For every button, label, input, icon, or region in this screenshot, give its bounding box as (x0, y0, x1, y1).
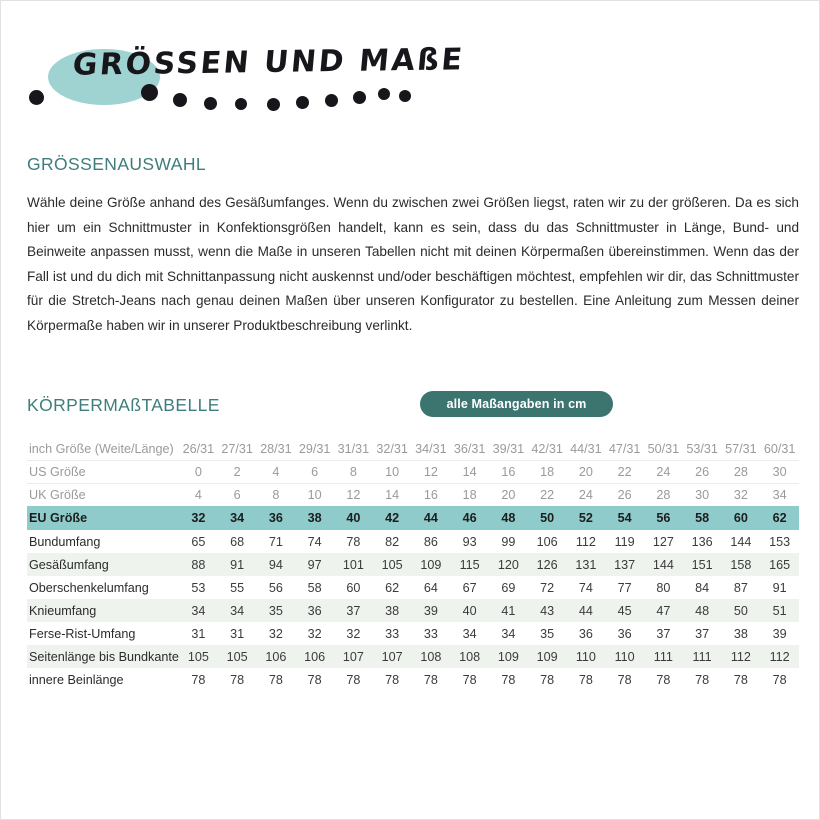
table-cell: 12 (346, 488, 361, 502)
table-row (27, 461, 799, 484)
table-cell: 78 (346, 534, 361, 549)
table-cell: 65 (191, 534, 206, 549)
table-cell: 18 (462, 488, 477, 502)
table-cell: 8 (272, 488, 280, 502)
table-cell: 107 (334, 645, 373, 668)
table-cell: 38 (373, 599, 412, 622)
table-cell: 60/31 (760, 438, 799, 461)
table-cell: 106 (295, 645, 334, 668)
table-cell: 29/31 (295, 438, 334, 461)
decorative-dot (325, 94, 338, 107)
table-cell: 26 (617, 488, 632, 502)
table-cell: 16 (423, 488, 438, 502)
table-cell: 78 (462, 672, 477, 687)
table-row (27, 576, 799, 599)
table-cell: 31/31 (334, 438, 373, 461)
row-label: UK Größe (29, 488, 86, 502)
table-cell: 58 (683, 506, 722, 530)
table-row (27, 530, 799, 553)
table-cell: 86 (423, 534, 438, 549)
table-cell: 68 (230, 534, 245, 549)
table-cell: 28/31 (257, 438, 296, 461)
table-cell: 34 (218, 599, 257, 622)
table-cell: 109 (412, 553, 451, 576)
table-cell: 6 (233, 488, 241, 502)
table-cell: 78 (617, 672, 632, 687)
table-cell: 47/31 (605, 438, 644, 461)
body-measurements-table-heading: KÖRPERMAßTABELLE (27, 395, 220, 415)
table-cell: 34 (772, 488, 787, 502)
table-cell: 72 (540, 580, 555, 595)
table-cell: 35 (540, 626, 555, 641)
table-cell: 31 (191, 626, 206, 641)
table-cell: 105 (179, 645, 218, 668)
decorative-dot (29, 90, 44, 105)
table-cell: 107 (373, 645, 412, 668)
table-cell: 93 (462, 534, 477, 549)
table-cell: 99 (501, 534, 516, 549)
table-cell: 43 (528, 599, 567, 622)
table-cell: 30 (695, 488, 710, 502)
table-cell: 52 (567, 506, 606, 530)
banner-title: GRÖSSEN UND MAßE (71, 42, 466, 83)
table-cell: 32/31 (373, 438, 412, 461)
table-cell: 45 (605, 599, 644, 622)
table-cell: 44/31 (567, 438, 606, 461)
table-cell: 4 (194, 488, 202, 502)
table-cell: 22 (540, 488, 555, 502)
table-cell: 78 (423, 672, 438, 687)
table-cell: 60 (722, 506, 761, 530)
table-cell: 78 (307, 672, 322, 687)
table-cell: 42/31 (528, 438, 567, 461)
table-cell: 27/31 (218, 438, 257, 461)
table-cell: 105 (373, 553, 412, 576)
table-cell: 34/31 (412, 438, 451, 461)
table-cell: 54 (605, 506, 644, 530)
table-cell: 78 (695, 672, 710, 687)
table-cell: 33 (423, 626, 438, 641)
table-cell: 16 (489, 461, 528, 484)
table-cell: 131 (567, 553, 606, 576)
table-cell: 26 (683, 461, 722, 484)
table-cell: 36/31 (450, 438, 489, 461)
table-cell: 112 (575, 534, 596, 549)
table-cell: 62 (385, 580, 400, 595)
decorative-dot (378, 88, 390, 100)
table-cell: 120 (489, 553, 528, 576)
table-cell: 31 (230, 626, 245, 641)
table-cell: 24 (578, 488, 593, 502)
table-cell: 30 (760, 461, 799, 484)
table-cell: 42 (373, 506, 412, 530)
row-label: Gesäßumfang (27, 553, 179, 576)
row-label: inch Größe (Weite/Länge) (27, 438, 179, 461)
table-cell: 88 (179, 553, 218, 576)
table-cell: 14 (385, 488, 400, 502)
table-cell: 57/31 (722, 438, 761, 461)
table-cell: 32 (733, 488, 748, 502)
table-cell: 14 (450, 461, 489, 484)
table-cell: 158 (722, 553, 761, 576)
table-cell: 56 (644, 506, 683, 530)
table-cell: 32 (268, 626, 283, 641)
table-cell: 78 (772, 672, 787, 687)
table-cell: 78 (733, 672, 748, 687)
table-cell: 87 (733, 580, 748, 595)
table-cell: 34 (218, 506, 257, 530)
decorative-dot (267, 98, 280, 111)
table-cell: 67 (462, 580, 477, 595)
table-cell: 36 (578, 626, 593, 641)
row-label: Ferse-Rist-Umfang (29, 626, 136, 641)
table-cell: 47 (644, 599, 683, 622)
table-row (27, 438, 799, 461)
table-cell: 108 (412, 645, 451, 668)
row-label: EU Größe (27, 506, 179, 530)
table-cell: 46 (450, 506, 489, 530)
table-cell: 78 (346, 672, 361, 687)
table-cell: 37 (656, 626, 671, 641)
table-cell: 111 (644, 645, 683, 668)
table-cell: 44 (567, 599, 606, 622)
table-cell: 137 (605, 553, 644, 576)
table-cell: 94 (257, 553, 296, 576)
table-cell: 106 (257, 645, 296, 668)
table-cell: 108 (450, 645, 489, 668)
decorative-dot (353, 91, 366, 104)
table-cell: 10 (373, 461, 412, 484)
row-label: Bundumfang (29, 534, 101, 549)
table-cell: 37 (334, 599, 373, 622)
table-cell: 12 (412, 461, 451, 484)
table-cell: 40 (334, 506, 373, 530)
table-cell: 106 (536, 534, 558, 549)
table-cell: 126 (528, 553, 567, 576)
table-cell: 110 (605, 645, 644, 668)
table-cell: 2 (218, 461, 257, 484)
table-cell: 78 (540, 672, 555, 687)
table-cell: 38 (295, 506, 334, 530)
table-cell: 39/31 (489, 438, 528, 461)
table-cell: 48 (489, 506, 528, 530)
body-measurements-table (27, 438, 799, 691)
table-cell: 10 (307, 488, 322, 502)
table-cell: 84 (695, 580, 710, 595)
table-cell: 8 (334, 461, 373, 484)
table-cell: 112 (722, 645, 761, 668)
table-row (27, 622, 799, 645)
table-cell: 20 (501, 488, 516, 502)
table-cell: 119 (614, 534, 635, 549)
decorative-dot (141, 84, 158, 101)
table-cell: 50 (722, 599, 761, 622)
table-cell: 34 (462, 626, 477, 641)
table-cell: 127 (652, 534, 674, 549)
table-cell: 48 (683, 599, 722, 622)
table-cell: 40 (450, 599, 489, 622)
table-cell: 22 (605, 461, 644, 484)
table-cell: 110 (567, 645, 606, 668)
table-cell: 78 (578, 672, 593, 687)
table-cell: 112 (760, 645, 799, 668)
table-cell: 24 (644, 461, 683, 484)
table-cell: 78 (268, 672, 283, 687)
table-cell: 111 (683, 645, 722, 668)
table-row (27, 599, 799, 622)
table-cell: 109 (528, 645, 567, 668)
table-cell: 53 (191, 580, 206, 595)
table-cell: 78 (385, 672, 400, 687)
decorative-dot (296, 96, 309, 109)
table-cell: 37 (695, 626, 710, 641)
table-row (27, 645, 799, 668)
table-cell: 78 (191, 672, 206, 687)
table-cell: 74 (578, 580, 593, 595)
decorative-dot (173, 93, 187, 107)
table-cell: 74 (307, 534, 322, 549)
decorative-dot (235, 98, 247, 110)
table-cell: 78 (230, 672, 245, 687)
intro-paragraph: Wähle deine Größe anhand des Gesäßumfanges. Wenn du zwischen zwei Größen liegst, raten wir zu der größeren. Da es sich hier um ein Schnittmuster in Konfektionsgrößen handelt, kann es sein, dass du das Schnittmuster in Länge, Bund- und Beinweite anpassen musst, wenn die Maße in unseren Tabellen nicht mit deinen Körpermaßen übereinstimmen. Wenn das der Fall ist und du dich mit Schnittanpassung nicht auskennst und/oder beschäftigen möchtest, empfehlen wir dir, das Schnittmuster für die Stretch-Jeans nach genau deinen Maßen über unseren Konfigurator zu bestellen. Eine Anleitung zum Messen deiner Körpermaße haben wir in unserer Produktbeschreibung verlinkt. (27, 195, 799, 333)
table-cell: 58 (307, 580, 322, 595)
table-cell: 28 (722, 461, 761, 484)
decorative-dot (204, 97, 217, 110)
table-cell: 144 (644, 553, 683, 576)
size-selection-heading: GRÖSSENAUSWAHL (27, 154, 207, 174)
row-label: Seitenlänge bis Bundkante (27, 645, 179, 668)
table-cell: 39 (772, 626, 787, 641)
table-cell: 53/31 (683, 438, 722, 461)
table-cell: 34 (501, 626, 516, 641)
table-cell: 50 (528, 506, 567, 530)
table-cell: 60 (346, 580, 361, 595)
table-cell: 105 (218, 645, 257, 668)
table-row-eu-size (27, 506, 799, 530)
unit-badge: alle Maßangaben in cm (420, 391, 613, 417)
table-cell: 0 (179, 461, 218, 484)
table-cell: 144 (730, 534, 752, 549)
decorative-dot (399, 90, 411, 102)
table-cell: 91 (772, 580, 787, 595)
table-cell: 153 (769, 534, 791, 549)
table-cell: 4 (257, 461, 296, 484)
table-cell: 32 (179, 506, 218, 530)
table-cell: 51 (760, 599, 799, 622)
table-cell: 41 (489, 599, 528, 622)
table-cell: 115 (450, 553, 489, 576)
row-label: Knieumfang (27, 599, 179, 622)
table-cell: 71 (268, 534, 283, 549)
table-cell: 36 (617, 626, 632, 641)
table-cell: 78 (501, 672, 516, 687)
table-cell: 151 (683, 553, 722, 576)
table-cell: 50/31 (644, 438, 683, 461)
table-cell: 136 (691, 534, 713, 549)
table-row (27, 484, 799, 507)
table-cell: 28 (656, 488, 671, 502)
row-label: US Größe (27, 461, 179, 484)
table-cell: 36 (257, 506, 296, 530)
table-cell: 20 (567, 461, 606, 484)
table-cell: 80 (656, 580, 671, 595)
table-cell: 32 (307, 626, 322, 641)
table-cell: 62 (760, 506, 799, 530)
table-cell: 56 (268, 580, 283, 595)
row-label: innere Beinlänge (29, 672, 124, 687)
row-label: Oberschenkelumfang (29, 580, 149, 595)
table-cell: 82 (385, 534, 400, 549)
table-cell: 44 (412, 506, 451, 530)
size-table-container (27, 438, 799, 691)
table-cell: 36 (295, 599, 334, 622)
table-cell: 97 (295, 553, 334, 576)
table-cell: 18 (528, 461, 567, 484)
table-cell: 55 (230, 580, 245, 595)
table-cell: 78 (656, 672, 671, 687)
page-banner (1, 1, 820, 141)
table-cell: 64 (423, 580, 438, 595)
table-cell: 33 (385, 626, 400, 641)
table-cell: 38 (733, 626, 748, 641)
table-cell: 26/31 (179, 438, 218, 461)
table-cell: 39 (412, 599, 451, 622)
table-row (27, 668, 799, 691)
table-cell: 165 (760, 553, 799, 576)
table-cell: 77 (617, 580, 632, 595)
table-cell: 32 (346, 626, 361, 641)
table-cell: 101 (334, 553, 373, 576)
table-cell: 109 (489, 645, 528, 668)
table-cell: 34 (179, 599, 218, 622)
table-cell: 91 (218, 553, 257, 576)
table-cell: 69 (501, 580, 516, 595)
table-cell: 35 (257, 599, 296, 622)
table-row (27, 553, 799, 576)
table-cell: 6 (295, 461, 334, 484)
